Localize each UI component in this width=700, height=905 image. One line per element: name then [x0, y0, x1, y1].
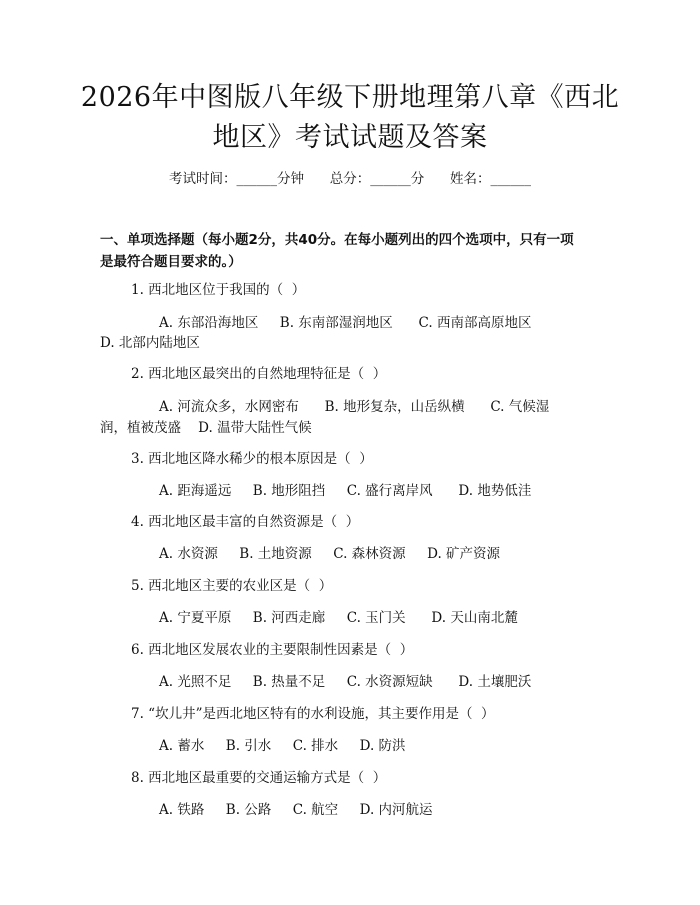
- question-options-continued: D. 北部内陆地区: [100, 335, 200, 351]
- question-options: A. 水资源 B. 土地资源 C. 森林资源 D. 矿产资源: [159, 546, 501, 562]
- question-stem: 7. “坎儿井”是西北地区特有的水利设施，其主要作用是（ ）: [131, 706, 495, 722]
- question-stem: 6. 西北地区发展农业的主要限制性因素是（ ）: [131, 642, 414, 658]
- question-stem: 8. 西北地区最重要的交通运输方式是（ ）: [131, 770, 387, 786]
- document-title-line-1: 2026年中图版八年级下册地理第八章《西北: [80, 82, 620, 113]
- question-options-continued: 润，植被茂盛 D. 温带大陆性气候: [100, 420, 312, 436]
- exam-info-line: 考试时间：______分钟 总分：______分 姓名：______: [169, 171, 531, 187]
- section-heading-line-1: 一、单项选择题（每小题2分，共40分。在每小题列出的四个选项中，只有一项: [100, 232, 574, 248]
- question-stem: 4. 西北地区最丰富的自然资源是（ ）: [131, 514, 360, 530]
- question-options: A. 宁夏平原 B. 河西走廊 C. 玉门关 D. 天山南北麓: [159, 610, 518, 626]
- question-stem: 2. 西北地区最突出的自然地理特征是（ ）: [131, 366, 387, 382]
- question-options: A. 河流众多，水网密布 B. 地形复杂，山岳纵横 C. 气候湿: [159, 399, 550, 415]
- document-title-line-2: 地区》考试试题及答案: [212, 122, 488, 153]
- question-options: A. 东部沿海地区 B. 东南部湿润地区 C. 西南部高原地区: [159, 315, 532, 331]
- section-heading-line-2: 是最符合题目要求的。）: [100, 254, 242, 270]
- question-stem: 5. 西北地区主要的农业区是（ ）: [131, 578, 333, 594]
- question-options: A. 蓄水 B. 引水 C. 排水 D. 防洪: [159, 738, 406, 754]
- question-options: A. 距海遥远 B. 地形阻挡 C. 盛行离岸风 D. 地势低洼: [159, 483, 532, 499]
- question-options: A. 光照不足 B. 热量不足 C. 水资源短缺 D. 土壤肥沃: [159, 674, 532, 690]
- question-stem: 1. 西北地区位于我国的（ ）: [131, 282, 306, 298]
- question-stem: 3. 西北地区降水稀少的根本原因是（ ）: [131, 451, 373, 467]
- question-options: A. 铁路 B. 公路 C. 航空 D. 内河航运: [159, 802, 433, 818]
